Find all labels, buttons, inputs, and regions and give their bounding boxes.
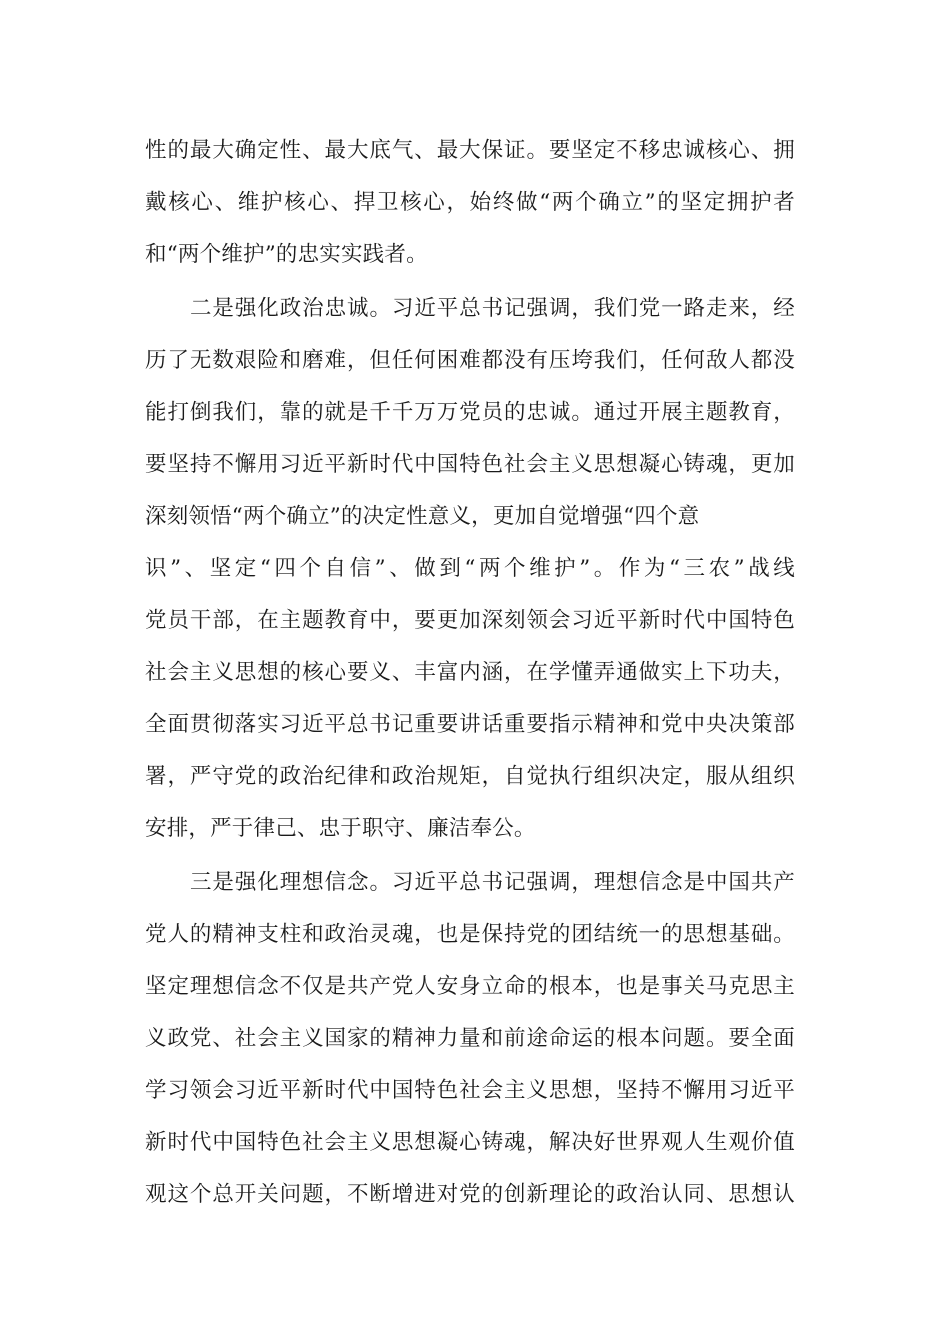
text-line: 党员干部，在主题教育中，要更加深刻领会习近平新时代中国特色 bbox=[145, 608, 795, 633]
text-line: 观这个总开关问题，不断增进对党的创新理论的政治认同、思想认 bbox=[145, 1182, 795, 1207]
text-line: 戴核心、维护核心、捍卫核心，始终做“两个确立”的坚定拥护者 bbox=[145, 190, 795, 215]
text-line: 社会主义思想的核心要义、丰富内涵，在学懂弄通做实上下功夫， bbox=[145, 660, 795, 685]
text-line: 能打倒我们，靠的就是千千万万党员的忠诚。通过开展主题教育， bbox=[145, 400, 795, 425]
text-line: 和“两个维护”的忠实实践者。 bbox=[145, 242, 428, 267]
text-line: 二是强化政治忠诚。习近平总书记强调，我们党一路走来，经 bbox=[190, 296, 795, 321]
text-line: 识”、坚定“四个自信”、做到“两个维护”。作为“三农”战线 bbox=[145, 556, 795, 581]
text-line: 历了无数艰险和磨难，但任何困难都没有压垮我们，任何敌人都没 bbox=[145, 348, 795, 373]
text-line: 学习领会习近平新时代中国特色社会主义思想，坚持不懈用习近平 bbox=[145, 1078, 795, 1103]
text-line: 要坚持不懈用习近平新时代中国特色社会主义思想凝心铸魂，更加 bbox=[145, 452, 795, 477]
text-line: 坚定理想信念不仅是共产党人安身立命的根本，也是事关马克思主 bbox=[145, 974, 795, 999]
text-line: 性的最大确定性、最大底气、最大保证。要坚定不移忠诚核心、拥 bbox=[145, 138, 795, 163]
text-line: 党人的精神支柱和政治灵魂，也是保持党的团结统一的思想基础。 bbox=[145, 922, 795, 947]
text-line: 署，严守党的政治纪律和政治规矩，自觉执行组织决定，服从组织 bbox=[145, 764, 795, 789]
text-line: 全面贯彻落实习近平总书记重要讲话重要指示精神和党中央决策部 bbox=[145, 712, 795, 737]
text-line: 三是强化理想信念。习近平总书记强调，理想信念是中国共产 bbox=[190, 870, 795, 895]
text-line: 深刻领悟“两个确立”的决定性意义，更加自觉增强“四个意 bbox=[145, 504, 700, 529]
text-line: 安排，严于律己、忠于职守、廉洁奉公。 bbox=[145, 816, 536, 841]
text-line: 新时代中国特色社会主义思想凝心铸魂，解决好世界观人生观价值 bbox=[145, 1130, 795, 1155]
text-line: 义政党、社会主义国家的精神力量和前途命运的根本问题。要全面 bbox=[145, 1026, 795, 1051]
